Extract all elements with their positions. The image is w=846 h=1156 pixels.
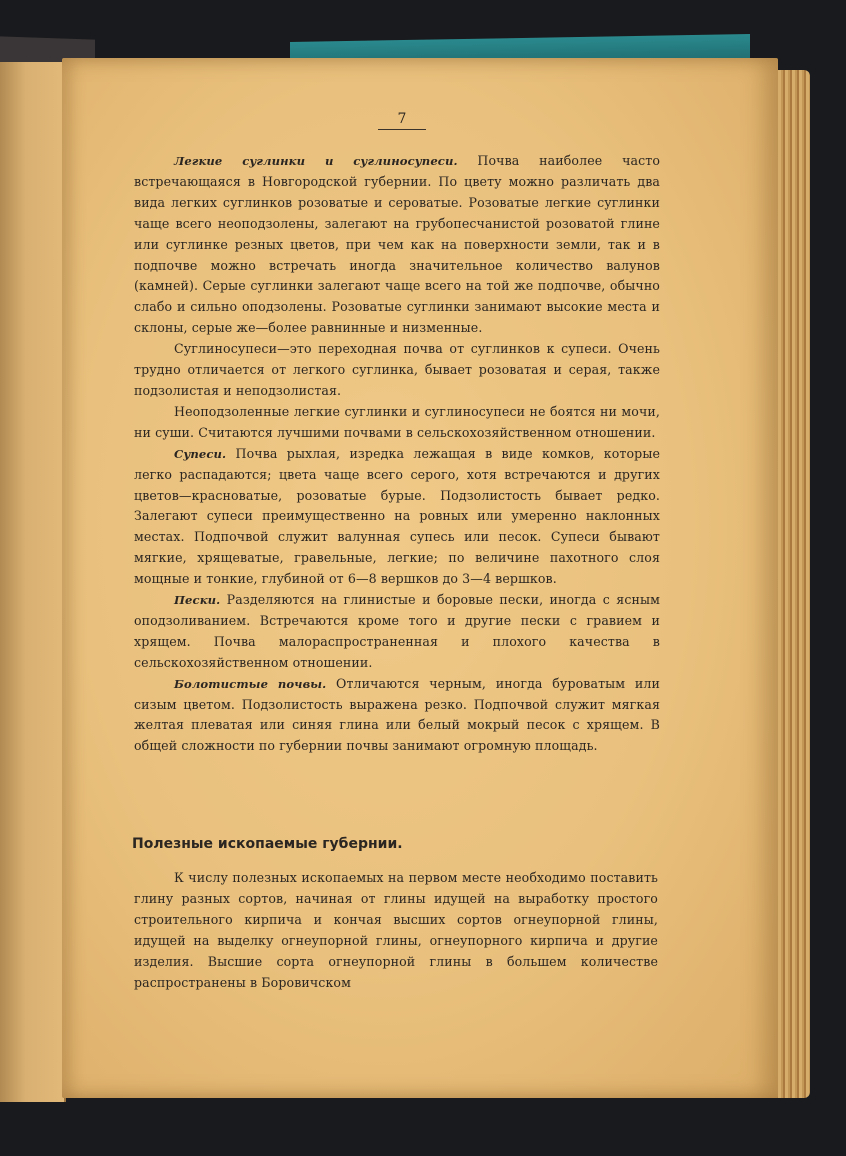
term-marsh-soils: Болотистые почвы.: [174, 676, 327, 691]
paragraph-sands: [134, 590, 660, 674]
text-marsh-soils: Отличаются черным, иногда буроватым или сизым цветом. Подзолистость выражена резко. Подпочвой служит мягкая желтая плеватая или синяя глина или белый мокрый песок с хрящем. В общей сложности по губернии почвы занимают огромную площадь.: [134, 675, 660, 754]
section-heading: Полезные ископаемые губернии.: [132, 836, 403, 852]
page-number: 7: [378, 111, 426, 130]
text-unpodzolized: Неоподзоленные легкие суглинки и суглиносупеси не боятся ни мочи, ни суши. Считаются лучшими почвами в сельскохозяйственном отношении.: [134, 403, 660, 440]
paragraph-unpodzolized: [134, 402, 660, 444]
paragraph-sandy-loams: [134, 339, 660, 402]
term-sands: Пески.: [174, 593, 221, 608]
minerals-section: [134, 868, 658, 993]
paragraph-light-loams: [134, 151, 660, 339]
term-supesi: Супеси.: [174, 446, 227, 461]
paragraph-supesi: [134, 444, 660, 590]
text-sands: Разделяются на глинистые и боровые пески, иногда с ясным оподзоливанием. Встречаются кроме того и другие пески с гравием и хрящем. Почва малораспространенная и плохого качества в сельскохозяйственном отношении.: [134, 592, 660, 670]
paragraph-minerals: К числу полезных ископаемых на первом месте необходимо поставить глину разных сортов, начиная от глины идущей на выработку простого строительного кирпича и кончая высших сортов огнеупорной глины, идущей на выделку огнеупорной глины, огнеупорного кирпича и другие изделия. Высшие сорта огнеупорной глины в большем количестве распространены в Боровичском: [134, 870, 658, 990]
soils-section: [134, 151, 660, 757]
text-sandy-loams: Суглиносупеси—это переходная почва от суглинков к супеси. Очень трудно отличается от легкого суглинка, бывает розоватая и серая, также подзолистая и неподзолистая.: [134, 341, 660, 398]
term-light-loams: Легкие суглинки и суглиносупеси.: [174, 154, 458, 168]
paragraph-marsh-soils: [134, 674, 660, 758]
left-page-edge: [0, 62, 66, 1102]
text-supesi: Почва рыхлая, изредка лежащая в виде комков, которые легко распадаются; цвета чаще всего серого, хотя встречаются и других цветов—красноватые, розоватые бурые. Подзолистость бывает редко. Залегают супеси преимущественно на ровных или умеренно наклонных местах. Подпочвой служит валунная супесь или песок. Супеси бывают мягкие, хрящеватые, гравельные, легкие; по величине пахотного слоя мощные и тонкие, глубиной от 6—8 вершков до 3—4 вершков.: [134, 445, 660, 587]
text-light-loams: Почва наиболее часто встречающаяся в Новгородской губернии. По цвету можно различать два вида легких суглинков розоватые и сероватые. Розоватые легкие суглинки чаще всего неоподзолены, залегают на грубопесчанистой розоватой глине или суглинке резных цветов, при чем как на поверхности земли, так и в подпочве можно встречать иногда значительное количество валунов (камней). Серые суглинки залегают чаще всего на той же подпочве, обычно слабо и сильно оподзолены. Розоватые суглинки занимают высокие места и склоны, серые же—более равнинные и низменные.: [134, 153, 661, 336]
